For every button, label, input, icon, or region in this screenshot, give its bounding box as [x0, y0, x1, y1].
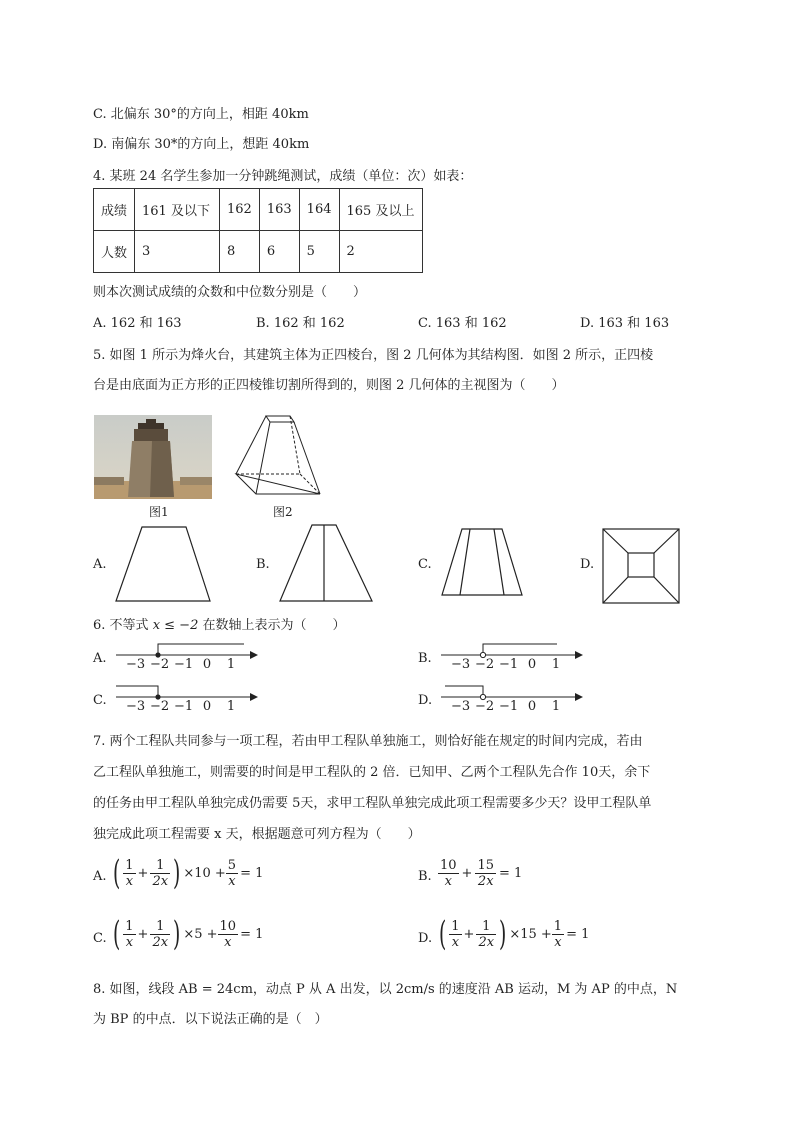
fraction: $\frac{1}{2x}$ — [478, 918, 495, 950]
option-d-square-view — [601, 527, 681, 605]
q6-option-a-label: A. — [93, 651, 107, 666]
fraction: $\frac{5}{x}$ — [227, 857, 237, 889]
table-cell: 162 — [220, 189, 260, 231]
score-table — [93, 188, 423, 273]
axis-tick-label: 0 — [527, 657, 537, 672]
q6-option-c-label: C. — [93, 693, 107, 708]
option-b-split-trapezoid — [276, 523, 378, 605]
frustum-figure — [232, 412, 326, 498]
table-cell: 8 — [220, 231, 260, 273]
q7-line4: 独完成此项工程需要 x 天，根据题意可列方程为（ ） — [93, 827, 421, 842]
q5-stem-line2: 台是由底面为正方形的正四棱锥切割所得到的，则图 2 几何体的主视图为（ ） — [93, 378, 565, 393]
axis-tick-label: 1 — [551, 699, 561, 714]
q7-line2: 乙工程队单独施工，则需要的时间是甲工程队的 2 倍．已知甲、乙两个工程队先合作 10天，余下 — [93, 765, 651, 780]
option-c-trapezoid-lines — [438, 527, 528, 599]
option-a-trapezoid — [112, 525, 214, 605]
table-cell: 161 及以下 — [135, 189, 220, 231]
q7-option-d-label: D. — [418, 931, 433, 946]
q4-stem: 4. 某班 24 名学生参加一分钟跳绳测试，成绩（单位：次）如表： — [93, 169, 473, 184]
axis-tick-label: −1 — [174, 699, 194, 714]
axis-tick-label: −3 — [451, 657, 471, 672]
q7-option-a-label: A. — [93, 869, 107, 884]
axis-tick-label: −2 — [475, 657, 495, 672]
q7-option-a-equation: ( $\frac{1}{x}$ + $\frac{1}{2x}$ ) ×10 + $\frac{5}{x}$ = 1 — [112, 853, 264, 893]
q6-inequality: x ≤ −2 — [152, 618, 199, 633]
fraction: $\frac{1}{x}$ — [125, 857, 134, 889]
table-cell: 6 — [259, 231, 299, 273]
fraction: $\frac{15}{2x}$ — [477, 858, 494, 889]
q5-option-a-label: A. — [93, 557, 107, 572]
q7-option-b-label: B. — [418, 869, 432, 884]
axis-tick-label: −2 — [150, 699, 170, 714]
q7-option-c-equation: ( $\frac{1}{x}$ + $\frac{1}{2x}$ ) ×5 + $\frac{10}{x}$ = 1 — [112, 914, 264, 954]
table-cell: 165 及以上 — [339, 189, 422, 231]
axis-tick-label: 0 — [527, 699, 537, 714]
axis-tick-label: 1 — [226, 699, 236, 714]
q5-option-b-label: B. — [256, 557, 270, 572]
table-row — [94, 231, 423, 273]
q4-option-a: A. 162 和 163 — [93, 316, 182, 331]
q4-option-c: C. 163 和 162 — [418, 316, 507, 331]
q3-option-d: D. 南偏东 30*的方向上，想距 40km — [93, 137, 310, 152]
q7-line1: 7. 两个工程队共同参与一项工程，若由甲工程队单独施工，则恰好能在规定的时间内完成，若由 — [93, 734, 643, 749]
q8-line1: 8. 如图，线段 AB = 24cm，动点 P 从 A 出发，以 2cm/s 的速度沿 AB 运动，M 为 AP 的中点，N — [93, 982, 678, 997]
table-cell: 人数 — [94, 231, 135, 273]
fraction: $\frac{10}{x}$ — [440, 858, 457, 889]
q3-option-c: C. 北偏东 30°的方向上，相距 40km — [93, 107, 309, 122]
axis-tick-label: −3 — [451, 699, 471, 714]
q4-question: 则本次测试成绩的众数和中位数分别是（ ） — [93, 285, 367, 300]
q5-stem-line1: 5. 如图 1 所示为烽火台，其建筑主体为正四棱台，图 2 几何体为其结构图．如图 2 所示，正四棱 — [93, 348, 654, 363]
table-cell: 成绩 — [94, 189, 135, 231]
axis-tick-label: −3 — [126, 657, 146, 672]
q4-option-d: D. 163 和 163 — [580, 316, 670, 331]
q6-stem-suffix: 在数轴上表示为（ ） — [202, 618, 346, 633]
q6-stem-prefix: 6. 不等式 — [93, 618, 149, 633]
axis-tick-label: −1 — [174, 657, 194, 672]
fraction: $\frac{10}{x}$ — [219, 918, 237, 950]
axis-tick-label: −1 — [499, 699, 519, 714]
q6-option-b-label: B. — [418, 651, 432, 666]
fraction: $\frac{1}{2x}$ — [152, 857, 169, 889]
q5-option-c-label: C. — [418, 557, 432, 572]
table-cell: 163 — [259, 189, 299, 231]
q5-option-d-label: D. — [580, 557, 595, 572]
axis-tick-label: −1 — [499, 657, 519, 672]
axis-tick-label: 1 — [226, 657, 236, 672]
table-cell: 164 — [299, 189, 339, 231]
q7-option-d-equation: ( $\frac{1}{x}$ + $\frac{1}{2x}$ ) ×15 + $\frac{1}{x}$ = 1 — [438, 914, 590, 954]
q6-option-d-label: D. — [418, 693, 433, 708]
q7-option-c-label: C. — [93, 931, 107, 946]
table-cell: 2 — [339, 231, 422, 273]
axis-tick-label: 1 — [551, 657, 561, 672]
fraction: $\frac{1}{x}$ — [553, 918, 563, 950]
q7-line3: 的任务由甲工程队单独完成仍需要 5天，求甲工程队单独完成此项工程需要多少天？设甲工程队单 — [93, 796, 652, 811]
q8-line2: 为 BP 的中点．以下说法正确的是（ ） — [93, 1012, 328, 1027]
fraction: $\frac{1}{2x}$ — [152, 918, 169, 950]
q4-option-b: B. 162 和 162 — [256, 316, 345, 331]
axis-tick-label: −2 — [475, 699, 495, 714]
fraction: $\frac{1}{x}$ — [125, 918, 134, 950]
axis-tick-label: −3 — [126, 699, 146, 714]
axis-tick-label: −2 — [150, 657, 170, 672]
table-cell: 5 — [299, 231, 339, 273]
beacon-tower-photo — [94, 415, 212, 499]
axis-tick-label: 0 — [202, 657, 212, 672]
q7-option-b-equation: $\frac{10}{x}$ + $\frac{15}{2x}$ = 1 — [440, 858, 523, 889]
fraction: $\frac{1}{x}$ — [451, 918, 460, 950]
fig1-caption: 图1 — [149, 505, 169, 519]
table-row — [94, 189, 423, 231]
axis-tick-label: 0 — [202, 699, 212, 714]
table-cell: 3 — [135, 231, 220, 273]
fig2-caption: 图2 — [273, 505, 293, 519]
